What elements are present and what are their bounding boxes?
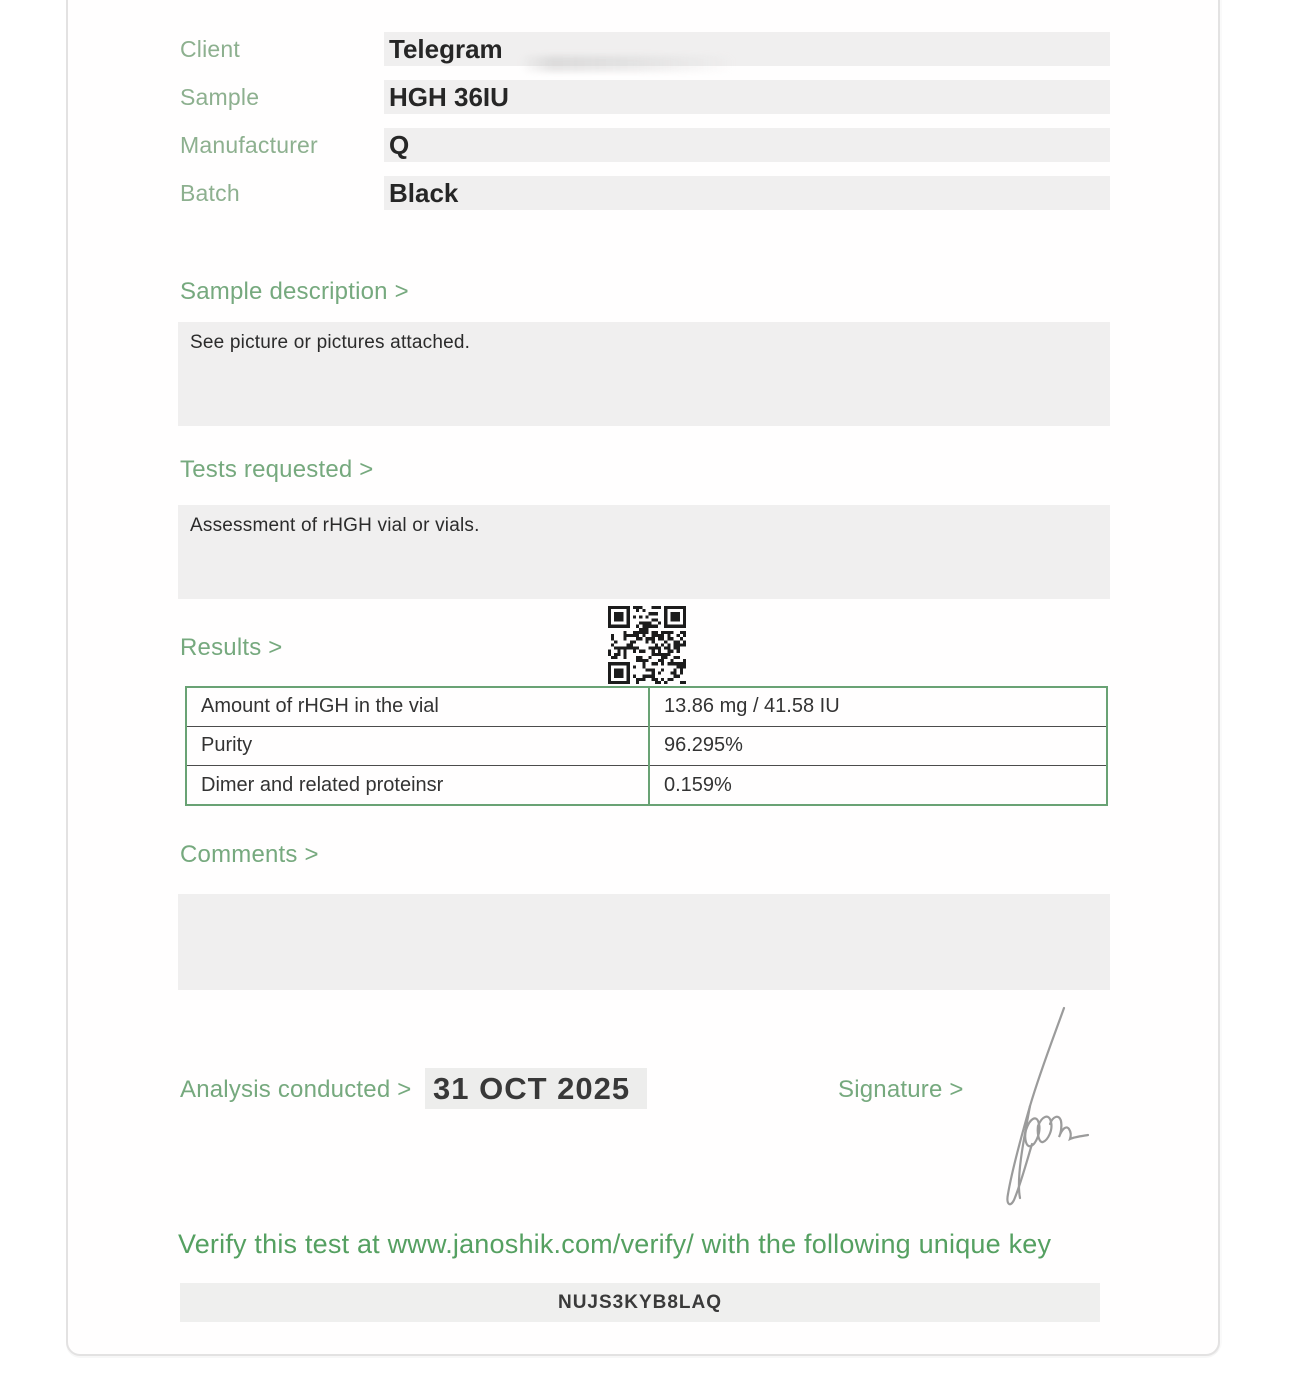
analysis-conducted-label: Analysis conducted > xyxy=(180,1076,412,1103)
result-value: 13.86 mg / 41.58 IU xyxy=(649,687,1107,726)
comments-header: Comments > xyxy=(180,841,319,868)
table-row xyxy=(186,726,1107,765)
tests-requested-box: Assessment of rHGH vial or vials. xyxy=(178,505,1110,599)
comments-box xyxy=(178,894,1110,990)
result-name: Amount of rHGH in the vial xyxy=(186,687,649,726)
signature-scribble xyxy=(980,998,1100,1220)
analysis-date: 31 OCT 2025 xyxy=(425,1068,647,1109)
sample-label: Sample xyxy=(180,84,260,110)
signature-label: Signature > xyxy=(838,1076,964,1103)
result-name: Dimer and related proteinsr xyxy=(186,766,649,805)
sample-description-box: See picture or pictures attached. xyxy=(178,322,1110,426)
manufacturer-value: Q xyxy=(384,128,1110,162)
qr-code-icon xyxy=(608,606,686,684)
batch-value: Black xyxy=(384,176,1110,210)
verify-key: NUJS3KYB8LAQ xyxy=(180,1283,1100,1322)
sample-description-header: Sample description > xyxy=(180,278,409,305)
results-table xyxy=(185,686,1108,806)
table-row xyxy=(186,687,1107,726)
client-value: Telegram xyxy=(384,32,1110,66)
result-value: 96.295% xyxy=(649,726,1107,765)
tests-requested-header: Tests requested > xyxy=(180,456,374,483)
results-header: Results > xyxy=(180,634,283,661)
result-value: 0.159% xyxy=(649,766,1107,805)
manufacturer-label: Manufacturer xyxy=(180,132,318,158)
verify-instruction: Verify this test at www.janoshik.com/verify/ with the following unique key xyxy=(178,1229,1052,1259)
table-row xyxy=(186,766,1107,805)
batch-label: Batch xyxy=(180,180,240,206)
client-label: Client xyxy=(180,36,241,62)
result-name: Purity xyxy=(186,726,649,765)
sample-value: HGH 36IU xyxy=(384,80,1110,114)
redacted-client-detail xyxy=(520,56,735,72)
